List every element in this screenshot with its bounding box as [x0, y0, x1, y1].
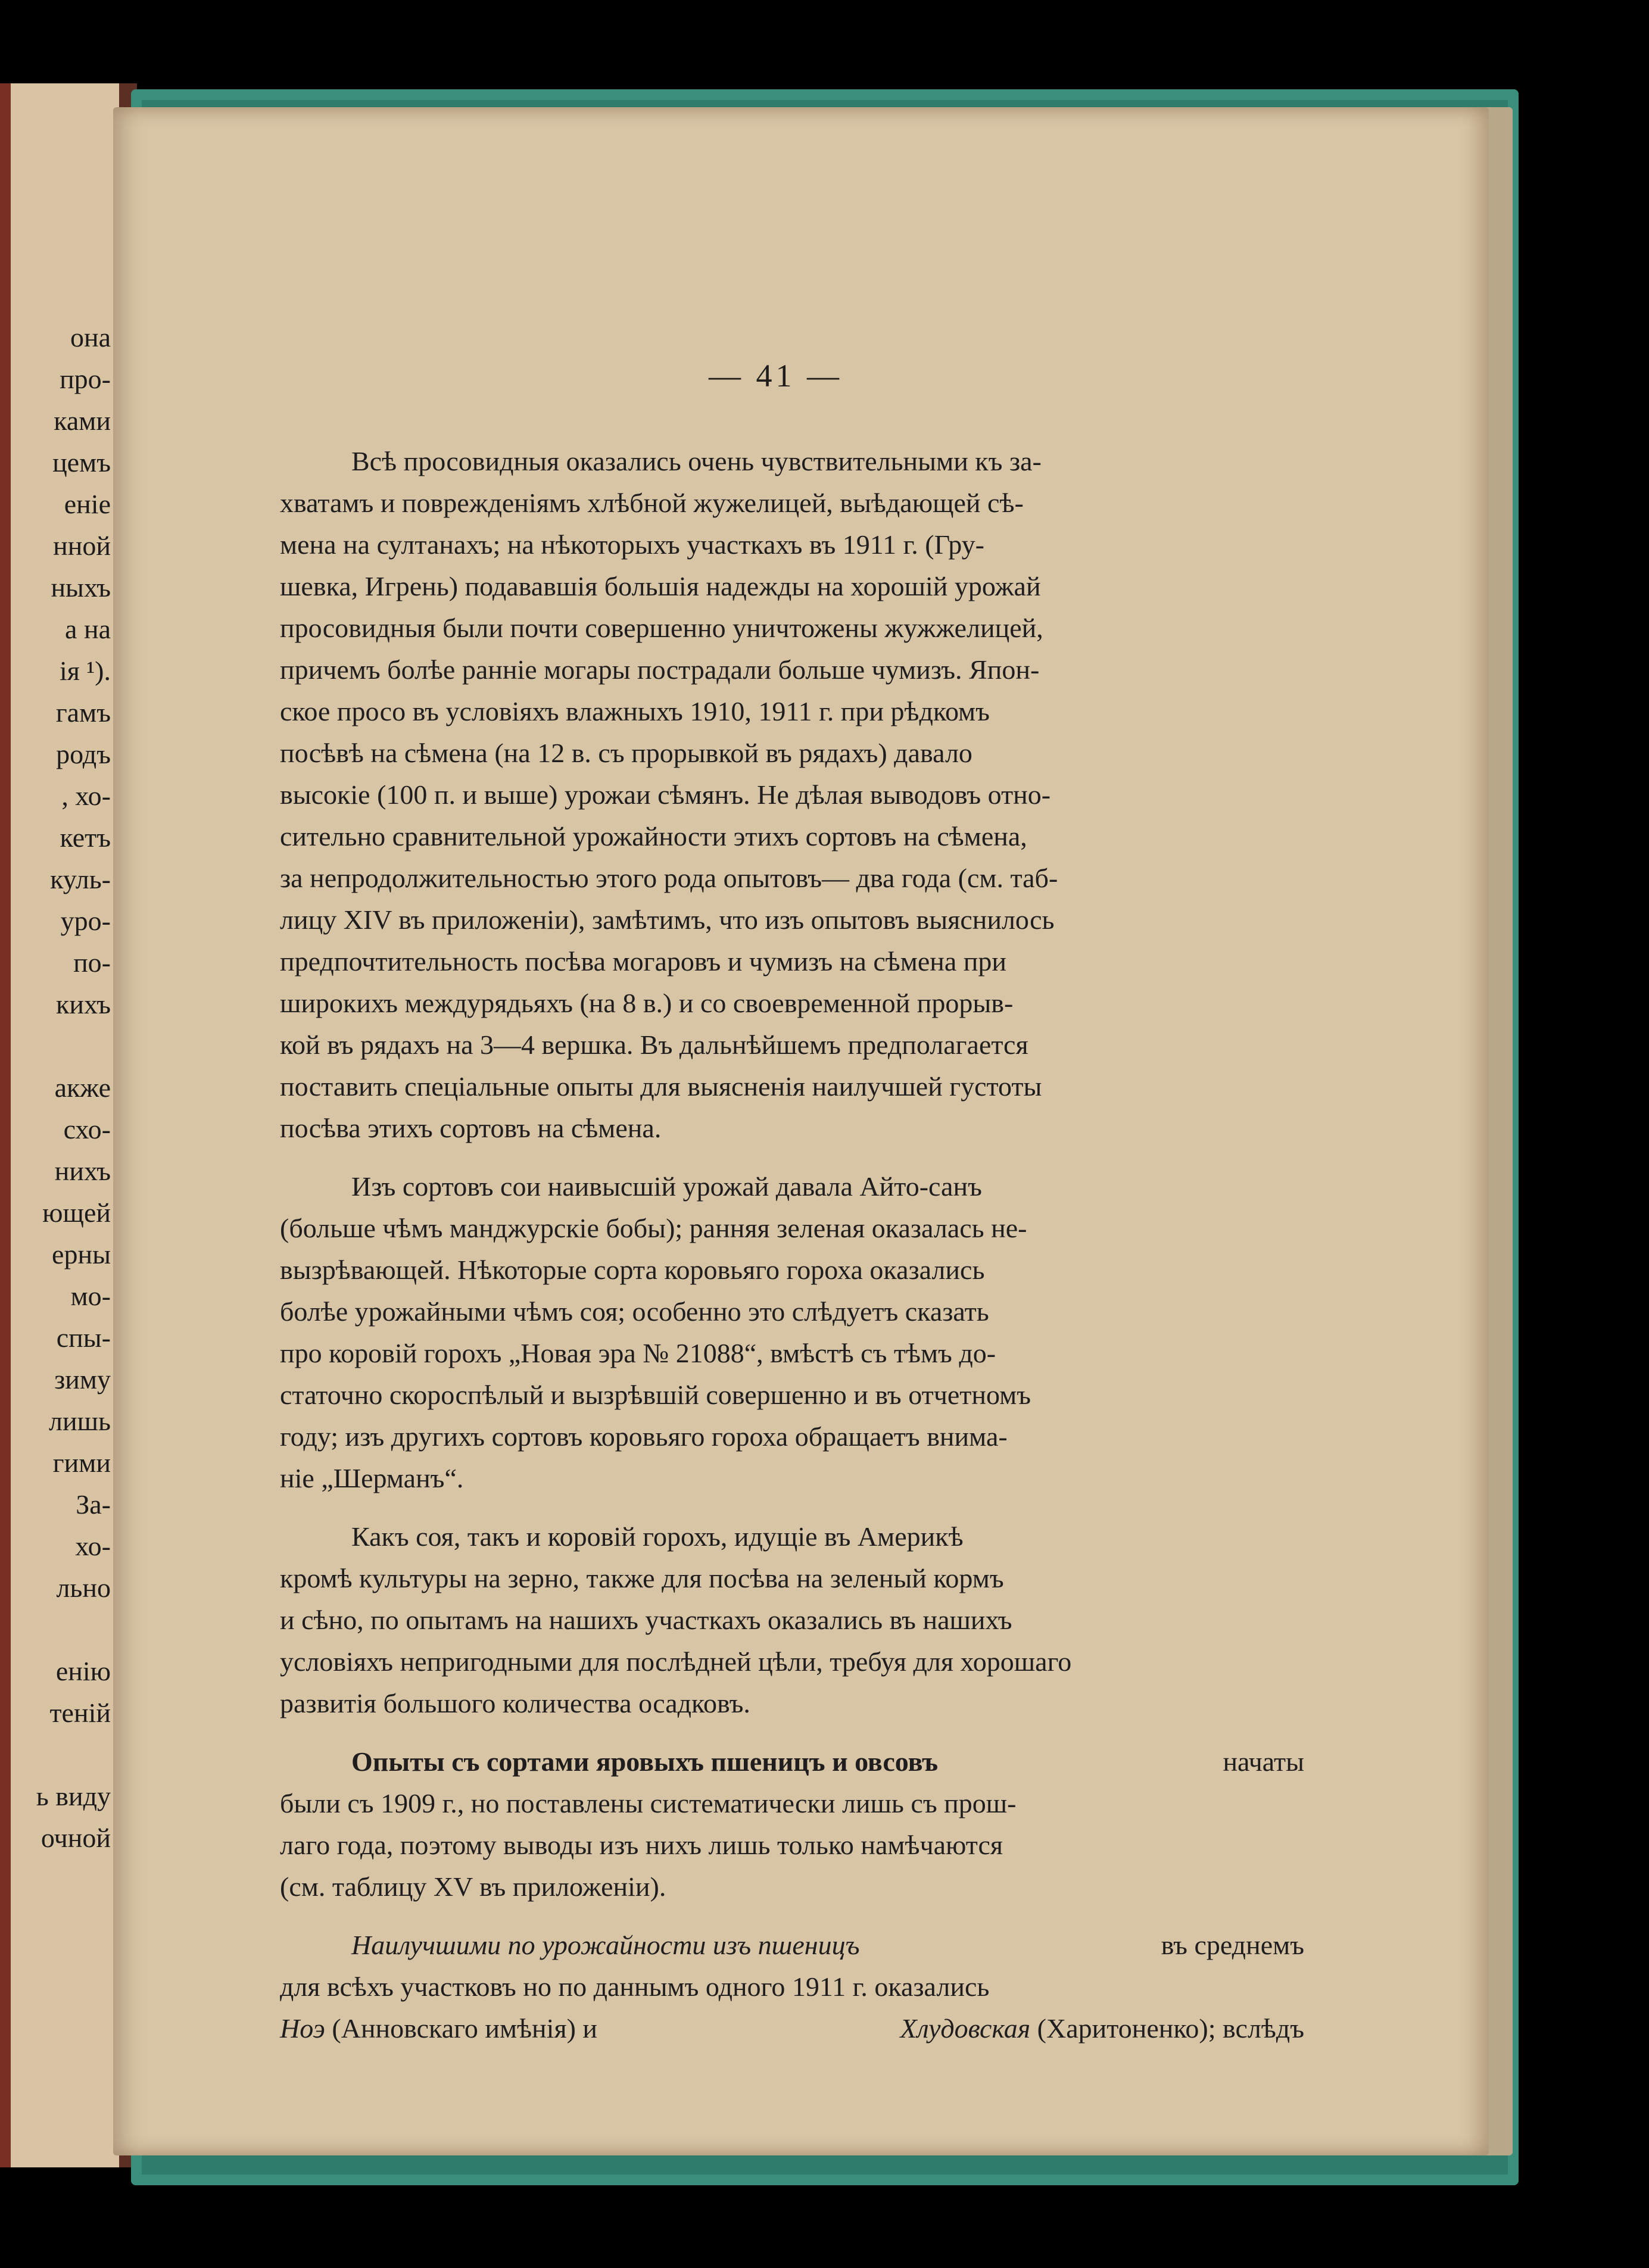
left-page-fragment-text: по- [73, 947, 111, 978]
bold-heading: Опыты съ сортами яровыхъ пшеницъ и овсовъ [351, 1746, 939, 1777]
left-page-fragment-text: кетъ [60, 822, 111, 853]
text-line: были съ 1909 г., но поставлены систематически лишь съ прош- [280, 1788, 1017, 1818]
left-page-fragment-text: льно [56, 1573, 111, 1603]
text-line: широкихъ междурядьяхъ (на 8 в.) и со своевременной прорыв- [280, 988, 1014, 1018]
text-line: про коровій горохъ „Новая эра № 21088“, вмѣстѣ съ тѣмъ до- [280, 1338, 996, 1368]
text-line: высокіе (100 п. и выше) урожаи сѣмянъ. Не дѣлая выводовъ отно- [280, 779, 1051, 810]
text-line: вызрѣвающей. Нѣкоторые сорта коровьяго гороха оказались [280, 1255, 985, 1285]
text-line: развитія большого количества осадковъ. [280, 1688, 750, 1718]
left-page-fragment-text: ь виду [36, 1781, 111, 1811]
left-page-fragment-text: а на [65, 614, 111, 644]
text-line: условіяхъ непригодными для послѣдней цѣли, требуя для хорошаго [280, 1646, 1072, 1677]
left-page-fragment-text: нной [53, 531, 111, 561]
page-number: — 41 — [709, 358, 843, 394]
left-page-fragment-text: За- [76, 1489, 111, 1520]
left-page-fragment-text: акже [54, 1072, 111, 1103]
left-page-fragment-text: хо- [75, 1531, 111, 1561]
left-page-fragment-text: спы- [56, 1322, 111, 1353]
left-page-fragment-text: она [70, 322, 111, 352]
left-page-fragment-text: куль- [50, 864, 111, 894]
left-page-fragment-text: ющей [42, 1197, 111, 1228]
page-text [280, 441, 1304, 2049]
text-line: Ноэ (Анновскаго имѣнія) и Хлудовская (Харитоненко); вслѣдъ [280, 2013, 1304, 2044]
left-page-fragment-text: ками [54, 405, 111, 436]
text-line: сительно сравнительной урожайности этихъ сортовъ на сѣмена, [280, 821, 1027, 851]
text-line: просовидныя были почти совершенно уничтожены жужжелицей, [280, 613, 1043, 643]
left-page-fragment-text: лишь [49, 1406, 111, 1436]
text-line: мена на султанахъ; на нѣкоторыхъ участкахъ въ 1911 г. (Гру- [280, 529, 984, 560]
text-line: Опыты съ сортами яровыхъ пшеницъ и овсовъ начаты [280, 1741, 1304, 1783]
text-line: лаго года, поэтому выводы изъ нихъ лишь только намѣчаются [280, 1830, 1003, 1860]
text-line: Изъ сортовъ сои наивысшій урожай давала Айто-санъ [351, 1171, 982, 1202]
text-line: для всѣхъ участковъ но по даннымъ одного 1911 г. оказались [280, 1971, 990, 2002]
text-line: хватамъ и поврежденіямъ хлѣбной жужелицей, выѣдающей сѣ- [280, 488, 1024, 518]
text-line: лицу XIV въ приложеніи), замѣтимъ, что изъ опытовъ выяснилось [280, 904, 1055, 935]
left-page-fragment-text: уро- [60, 906, 111, 936]
text-line: поставить спеціальные опыты для выясненія наилучшей густоты [280, 1071, 1042, 1102]
left-page-fragment-text: гими [52, 1447, 111, 1478]
paragraph-3 [280, 1516, 1304, 1724]
text-line: (см. таблицу XV въ приложеніи). [280, 1871, 666, 1902]
italic-phrase: Наилучшими по урожайности изъ пшеницъ [351, 1930, 860, 1960]
text-line: посѣвѣ на сѣмена (на 12 в. съ прорывкой въ рядахъ) давало [280, 738, 972, 768]
text-line: Наилучшими по урожайности изъ пшеницъ въ среднемъ [280, 1924, 1304, 1966]
text-line: посѣва этихъ сортовъ на сѣмена. [280, 1113, 662, 1143]
left-page-fragment-text: про- [60, 364, 111, 394]
left-page-fragment-text: еніе [64, 489, 111, 519]
text-line: Всѣ просовидныя оказались очень чувствительными къ за- [351, 446, 1042, 476]
left-page-fragment-text: ія ¹). [59, 656, 111, 686]
text-line: кой въ рядахъ на 3—4 вершка. Въ дальнѣйшемъ предполагается [280, 1030, 1028, 1060]
left-page-fragment-text: енію [55, 1656, 111, 1686]
left-page-fragment-text: цемъ [52, 447, 111, 478]
italic-variety: Ноэ [280, 2013, 325, 2044]
book-page [113, 107, 1489, 2155]
text-line: кромѣ культуры на зерно, также для посѣва на зеленый кормъ [280, 1563, 1004, 1593]
paragraph-2 [280, 1166, 1304, 1499]
text-line: предпочтительность посѣва могаровъ и чумизъ на сѣмена при [280, 946, 1007, 977]
left-page-fragment-text: зиму [54, 1364, 111, 1395]
left-page-fragment [0, 83, 123, 2167]
text-line: ское просо въ условіяхъ влажныхъ 1910, 1911 г. при рѣдкомъ [280, 696, 990, 726]
italic-variety: Хлудовская [900, 2013, 1031, 2044]
text-line: статочно скороспѣлый и вызрѣвшій совершенно и въ отчетномъ [280, 1380, 1031, 1410]
left-page-fragment-text: ерны [52, 1239, 111, 1269]
text-line: Какъ соя, такъ и коровій горохъ, идущіе въ Америкѣ [351, 1521, 964, 1552]
left-page-fragment-text: родъ [56, 739, 111, 769]
left-page-fragment-text: кихъ [56, 989, 111, 1019]
left-page-fragment-text: мо- [70, 1281, 111, 1311]
text-line: (больше чѣмъ манджурскіе бобы); ранняя зеленая оказалась не- [280, 1213, 1027, 1243]
text-line: за непродолжительностью этого рода опытовъ— два года (см. таб- [280, 863, 1058, 893]
paragraph-4 [280, 1741, 1304, 1908]
left-page-fragment-text: гамъ [55, 697, 111, 728]
text-line: и сѣно, по опытамъ на нашихъ участкахъ оказались въ нашихъ [280, 1605, 1012, 1635]
text-line: болѣе урожайными чѣмъ соя; особенно это слѣдуетъ сказать [280, 1296, 989, 1327]
left-page-fragment-text: ныхъ [51, 572, 111, 603]
paragraph-5 [280, 1924, 1304, 2049]
paragraph-1 [280, 441, 1304, 1149]
left-page-fragment-text: очной [40, 1823, 111, 1853]
text-line: шевка, Игрень) подававшія большія надежды на хорошій урожай [280, 571, 1041, 601]
text-line: причемъ болѣе ранніе могары пострадали больше чумизъ. Япон- [280, 654, 1040, 685]
left-page-fragment-text: схо- [63, 1114, 111, 1144]
text-line: году; изъ другихъ сортовъ коровьяго гороха обращаетъ внима- [280, 1421, 1008, 1452]
left-page-fragment-text: теній [49, 1698, 111, 1728]
left-page-edge [0, 83, 11, 2167]
left-page-fragment-text: нихъ [54, 1156, 111, 1186]
left-page-fragment-text: , хо- [61, 781, 111, 811]
text-line: ніе „Шерманъ“. [280, 1463, 464, 1493]
